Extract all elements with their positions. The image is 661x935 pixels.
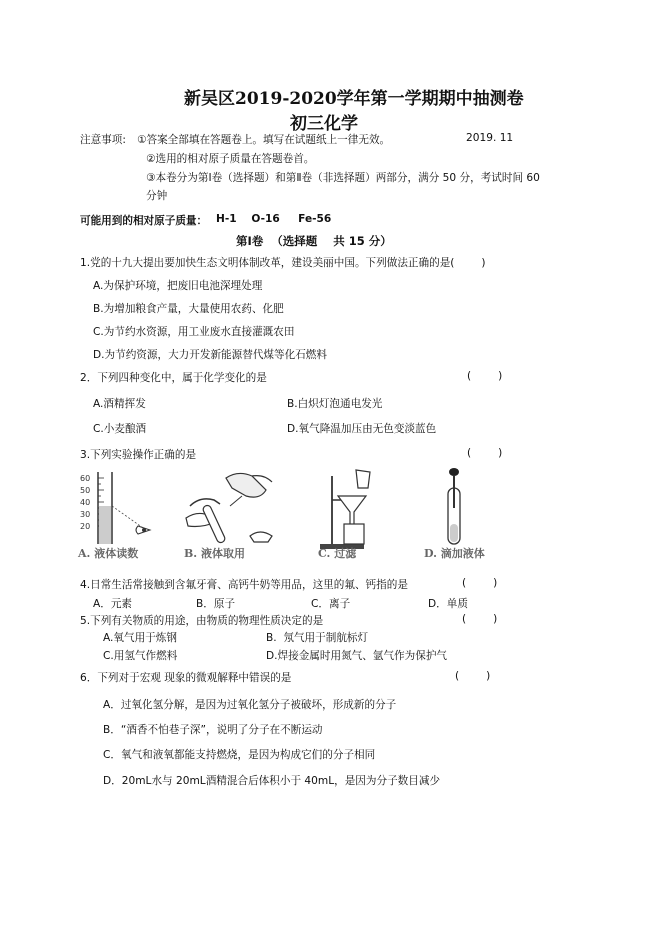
question-3-stem: 3.下列实验操作正确的是 <box>80 449 197 461</box>
question-1-stem: 1.党的十九大提出要加快生态文明体制改革，建设美丽中国。下列做法正确的是( ) <box>80 257 486 269</box>
question-5-option-b: B. 氖气用于制航标灯 <box>266 632 369 644</box>
atomic-mass-label: 可能用到的相对原子质量： <box>80 215 208 227</box>
question-2-bracket: ( ) <box>467 370 503 382</box>
question-1-option-b: B.为增加粮食产量，大量使用农药、化肥 <box>93 303 284 315</box>
exam-date: 2019. 11 <box>466 132 514 144</box>
hand-icon <box>190 499 220 506</box>
notes-line-2: ②选用的相对原子质量在答题卷首。 <box>146 153 315 165</box>
scale-tick-30: 30 <box>80 510 91 519</box>
figure-a-caption: A. 液体读数 <box>78 547 139 560</box>
figure-d-caption: D. 滴加液体 <box>424 547 485 560</box>
question-2-option-d: D.氧气降温加压由无色变淡蓝色 <box>287 423 437 435</box>
question-4-option-a: A．元素 <box>93 598 133 610</box>
question-3-bracket: ( ) <box>467 447 503 459</box>
exam-subtitle: 初三化学 <box>290 114 358 134</box>
funnel-icon <box>338 496 366 526</box>
notes-line-1: ①答案全部填在答题卷上。填写在试题纸上一律无效。 <box>137 134 391 146</box>
question-6-option-b: B．“酒香不怕巷子深”，说明了分子在不断运动 <box>103 724 323 736</box>
question-5-option-a: A.氧气用于炼钢 <box>103 632 177 644</box>
question-6-option-c: C．氧气和液氧都能支持燃烧，是因为构成它们的分子相同 <box>103 749 376 761</box>
beaker-icon <box>344 524 364 544</box>
question-4-option-c: C．离子 <box>311 598 351 610</box>
exam-title: 新吴区2019-2020学年第一学期期中抽测卷 <box>184 89 524 109</box>
question-2-option-c: C.小麦酿酒 <box>93 423 147 435</box>
reagent-bottle-icon <box>226 473 266 497</box>
dropper-bulb-icon <box>449 468 459 476</box>
question-4-option-b: B．原子 <box>196 598 236 610</box>
scale-tick-40: 40 <box>80 498 91 507</box>
scale-tick-60: 60 <box>80 474 91 483</box>
scale-tick-50: 50 <box>80 486 91 495</box>
question-6-bracket: ( ) <box>455 670 491 682</box>
section-title: 第Ⅰ卷 （选择题 共 15 分） <box>236 234 392 248</box>
question-4-stem: 4.日常生活常接触到含氟牙膏、高钙牛奶等用品，这里的氟、钙指的是 <box>80 579 408 591</box>
question-1-option-d: D.为节约资源，大力开发新能源替代煤等化石燃料 <box>93 349 327 361</box>
bottle-stopper-icon <box>250 532 272 542</box>
figure-b-caption: B. 液体取用 <box>184 547 245 560</box>
question-5-bracket: ( ) <box>462 613 498 625</box>
notes-line-3-cont: 分钟 <box>146 190 168 202</box>
scale-tick-20: 20 <box>80 522 91 531</box>
question-5-option-d: D.焊接金属时用氮气、氩气作为保护气 <box>266 650 448 662</box>
question-4-option-d: D．单质 <box>428 598 468 610</box>
atomic-mass-values: H-1 O-16 Fe-56 <box>216 213 332 225</box>
notes-label: 注意事项: <box>80 134 126 146</box>
question-5-stem: 5.下列有关物质的用途，由物质的物理性质决定的是 <box>80 615 324 627</box>
question-2-option-b: B.白炽灯泡通电发光 <box>287 398 383 410</box>
question-4-bracket: ( ) <box>462 577 498 589</box>
question-6-option-d: D．20mL水与 20mL酒精混合后体积小于 40mL，是因为分子数目减少 <box>103 775 441 787</box>
question-2-stem: 2．下列四种变化中，属于化学变化的是 <box>80 372 267 384</box>
question-6-stem: 6．下列对于宏观 现象的微观解释中错误的是 <box>80 672 292 684</box>
figure-c-caption: C. 过滤 <box>318 547 357 560</box>
question-1-option-a: A.为保护环境，把废旧电池深埋处理 <box>93 280 263 292</box>
question-5-option-c: C.用氢气作燃料 <box>103 650 178 662</box>
question-2-option-a: A.酒精挥发 <box>93 398 146 410</box>
question-1-option-c: C.为节约水资源，用工业废水直接灌溉农田 <box>93 326 295 338</box>
question-6-option-a: A．过氧化氢分解，是因为过氧化氢分子被破坏，形成新的分子 <box>103 699 397 711</box>
notes-line-3: ③本卷分为第Ⅰ卷（选择题）和第Ⅱ卷（非选择题）两部分，满分 50 分，考试时间 60 <box>146 172 540 184</box>
